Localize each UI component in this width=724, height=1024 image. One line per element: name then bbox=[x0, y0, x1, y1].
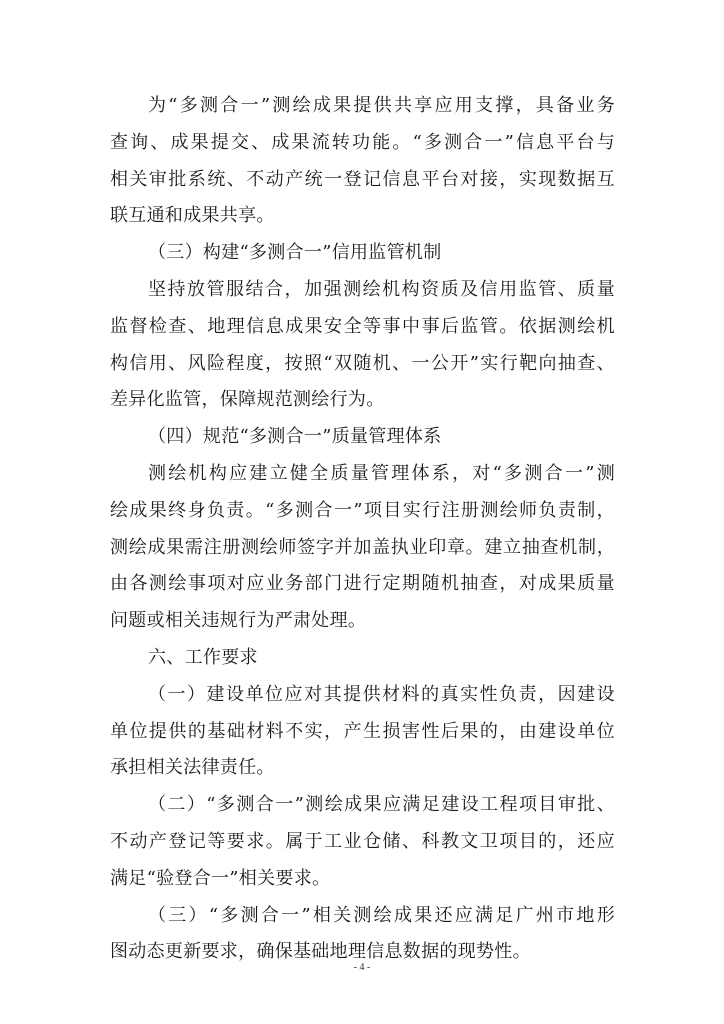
paragraph-line: 监督检查、地理信息成果安全等事中事后监管。依据测绘机 bbox=[110, 315, 615, 337]
paragraph-line: 坚持放管服结合，加强测绘机构资质及信用监管、质量 bbox=[148, 278, 615, 300]
paragraph-line: 差异化监管，保障规范测绘行为。 bbox=[110, 389, 385, 411]
paragraph-line: 不动产登记等要求。属于工业仓储、科教文卫项目的，还应 bbox=[110, 830, 615, 852]
paragraph-line: 测绘成果需注册测绘师签字并加盖执业印章。建立抽查机制， bbox=[110, 536, 615, 558]
paragraph-line: 联互通和成果共享。 bbox=[110, 205, 275, 227]
paragraph-line: （二）“多测合一”测绘成果应满足建设工程项目审批、 bbox=[148, 794, 615, 816]
page-number: - 4 - bbox=[353, 962, 371, 973]
paragraph-line: 相关审批系统、不动产统一登记信息平台对接，实现数据互 bbox=[110, 168, 615, 190]
paragraph-line: 承担相关法律责任。 bbox=[110, 757, 275, 779]
paragraph-line: 查询、成果提交、成果流转功能。“多测合一”信息平台与 bbox=[110, 131, 615, 153]
document-body bbox=[110, 88, 615, 971]
paragraph-line: 构信用、风险程度，按照“双随机、一公开”实行靶向抽查、 bbox=[110, 352, 615, 374]
paragraph-line: 测绘机构应建立健全质量管理体系，对“多测合一”测 bbox=[148, 462, 615, 484]
paragraph-line: 问题或相关违规行为严肃处理。 bbox=[110, 610, 367, 632]
paragraph-line: 图动态更新要求，确保基础地理信息数据的现势性。 bbox=[110, 941, 531, 963]
paragraph-line: （三）“多测合一”相关测绘成果还应满足广州市地形 bbox=[148, 904, 615, 926]
section-heading: （四）规范“多测合一”质量管理体系 bbox=[148, 426, 442, 448]
paragraph-line: 满足“验登合一”相关要求。 bbox=[110, 867, 331, 889]
paragraph-line: （一）建设单位应对其提供材料的真实性负责，因建设 bbox=[148, 683, 615, 705]
paragraph-line: 绘成果终身负责。“多测合一”项目实行注册测绘师负责制， bbox=[110, 499, 615, 521]
paragraph-line: 由各测绘事项对应业务部门进行定期随机抽查，对成果质量 bbox=[110, 573, 615, 595]
paragraph-line: 单位提供的基础材料不实，产生损害性后果的，由建设单位 bbox=[110, 720, 615, 742]
section-heading: 六、工作要求 bbox=[148, 646, 258, 668]
paragraph-line: 为“多测合一”测绘成果提供共享应用支撑，具备业务 bbox=[148, 95, 615, 116]
section-heading: （三）构建“多测合一”信用监管机制 bbox=[148, 242, 442, 264]
